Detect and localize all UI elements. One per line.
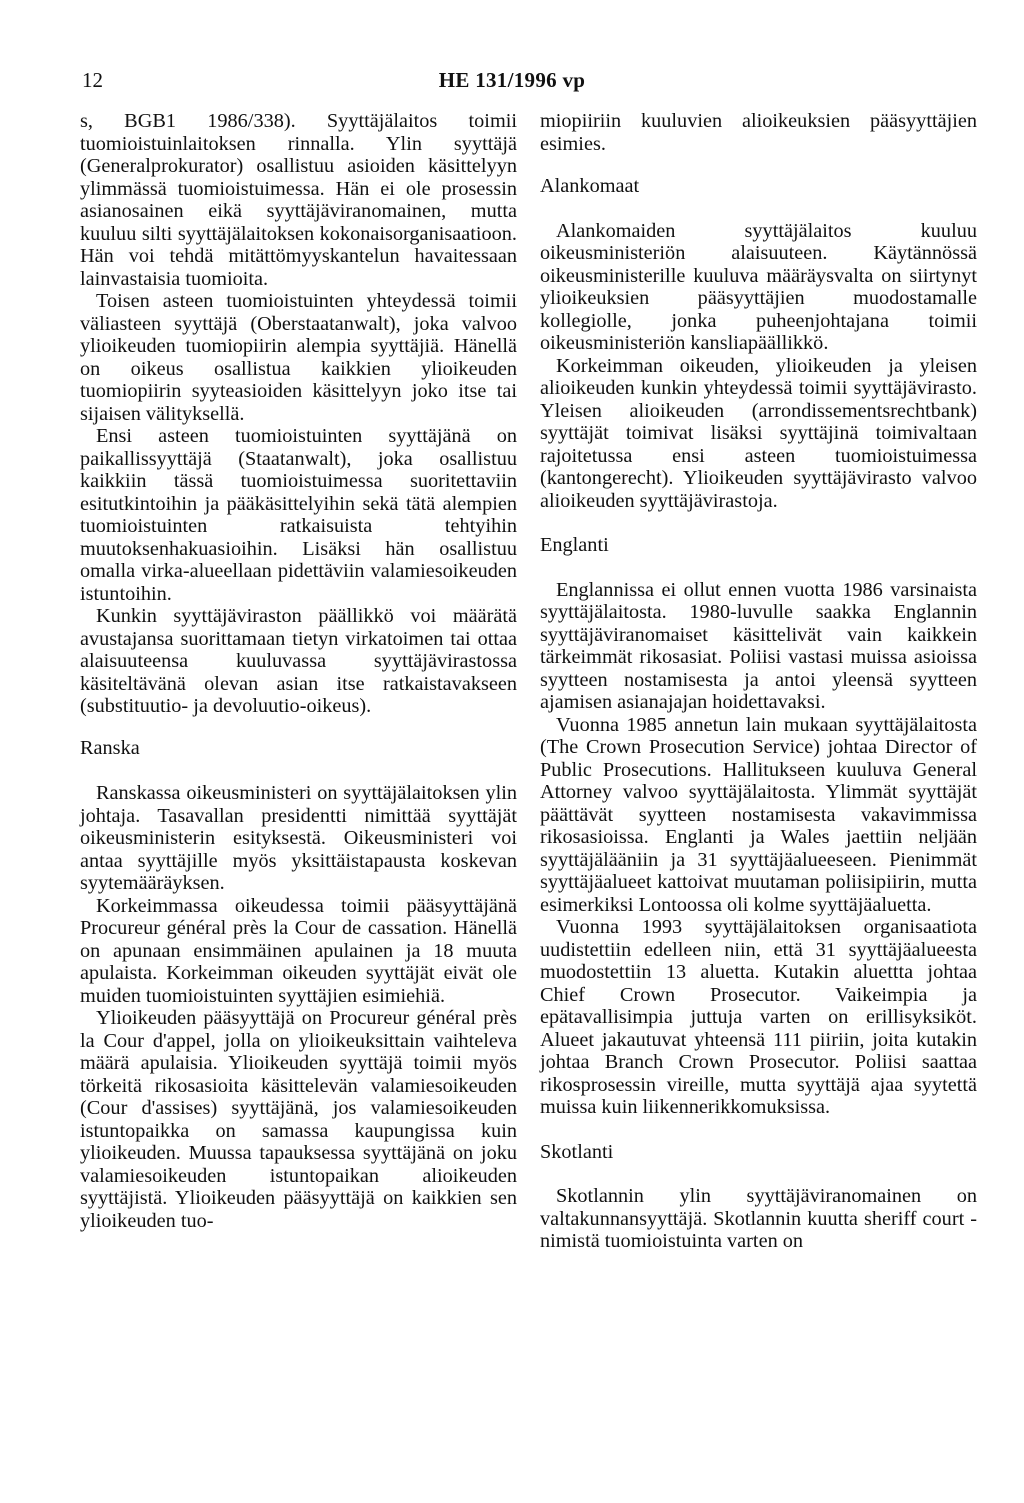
paragraph: Kunkin syyttäjäviraston päällikkö voi määrätä avustajansa suorittamaan tietyn virkatoimen tai ottaa alaisuuteensa kuuluvassa syyttäjävirastossa käsiteltävänä olevan asian itse ratkaistavakseen (substituutio- ja devoluutio-oikeus). bbox=[80, 605, 517, 717]
paragraph: Vuonna 1985 annetun lain mukaan syyttäjälaitosta (The Crown Prosecution Service) johtaa Director of Public Prosecutions. Hallitukseen kuuluva General Attorney valvoo syyttäjälaitosta. Ylimmät syyttäjät päättävät syytteen nostamisesta vakavimmissa rikosasioissa. Englanti ja Wales jaettiin neljään syyttäjälääniin ja 31 syyttäjäalueeseen. Pienimmät syyttäjäalueet kattoivat muutaman poliisipiirin, mutta esimerkiksi Lontoossa oli kolme syyttäjäaluetta. bbox=[540, 713, 977, 916]
paragraph: Korkeimman oikeuden, ylioikeuden ja yleisen alioikeuden kunkin yhteydessä toimii syyttäjävirasto. Yleisen alioikeuden (arrondissementsrechtbank) syyttäjät toimivat lisäksi syyttäjinä toimivaltaan rajoitetussa ensi asteen tuomioistuimessa (kantongerecht). Ylioikeuden syyttäjävirasto valvoo alioikeuden syyttäjävirastoja. bbox=[540, 354, 977, 512]
paragraph: Ranskassa oikeusministeri on syyttäjälaitoksen ylin johtaja. Tasavallan presidentti nimittää syyttäjät oikeusministerin esityksestä. Oikeusministeri voi antaa syyttäjille myös yksittäistapausta koskevan syytemääräyksen. bbox=[80, 782, 517, 894]
section-heading-skotlanti: Skotlanti bbox=[540, 1140, 614, 1163]
section-heading-englanti: Englanti bbox=[540, 534, 609, 556]
page-number: 12 bbox=[82, 68, 103, 92]
left-column bbox=[80, 110, 517, 1232]
section-heading-alankomaat: Alankomaat bbox=[540, 175, 640, 197]
paragraph: Korkeimmassa oikeudessa toimii pääsyyttäjänä Procureur général près la Cour de cassation. Hänellä on apunaan ensimmäinen apulainen ja 18 muuta apulaista. Korkeimman oikeuden syyttäjät eivät ole muiden tuomioistuinten syyttäjien esimiehiä. bbox=[80, 894, 517, 1007]
paragraph: s, BGB1 1986/338). Syyttäjälaitos toimii tuomioistuinlaitoksen rinnalla. Ylin syyttäjä (Generalprokurator) osallistuu asioiden käsittelyyn ylimmässä tuomioistuimessa. Hän ei ole prosessin asianosainen eikä syyttäjäviranomainen, mutta kuuluu silti syyttäjälaitoksen kokonaisorganisaatioon. Hän voi tehdä mitättömyyskantelun havaitessaan lainvastaisia tuomioita. bbox=[80, 110, 517, 290]
paragraph: Toisen asteen tuomioistuinten yhteydessä toimii väliasteen syyttäjä (Oberstaatanwalt), joka valvoo ylioikeuden tuomiopiirin alempia syyttäjiä. Hänellä on oikeus osallistua kaikkien ylioikeuden tuomiopiirin syyteasioiden käsittelyyn joko itse tai sijaisen välityksellä. bbox=[80, 290, 517, 425]
right-column bbox=[540, 110, 977, 1253]
running-header: HE 131/1996 vp bbox=[438, 68, 586, 92]
paragraph: Englannissa ei ollut ennen vuotta 1986 varsinaista syyttäjälaitosta. 1980-luvulle saakka Englannin syyttäjäviranomaiset käsittelivät vain kaikkein tärkeimmät rikosasiat. Poliisi vastasi muissa asioissa syytteen nostamisesta ja antoi yleensä syytteen ajamisen asianajajan hoidettavaksi. bbox=[540, 578, 977, 713]
paragraph: Ensi asteen tuomioistuinten syyttäjänä on paikallissyyttäjä (Staatanwalt), joka osallistuu kaikkiin tässä tuomioistuimessa suoritettaviin esitutkintoihin ja pääkäsittelyihin sekä tätä alempien tuomioistuinten ratkaisuista tehtyihin muutoksenhakuasioihin. Lisäksi hän osallistuu omalla virka-alueellaan pidettäviin valamiesoikeuden istuntoihin. bbox=[80, 425, 517, 605]
section-heading-ranska: Ranska bbox=[80, 736, 140, 759]
paragraph: Alankomaiden syyttäjälaitos kuuluu oikeusministeriön alaisuuteen. Käytännössä oikeusministerille kuuluva määräysvalta on siirtynyt ylioikeuksien pääsyyttäjien muodostamalle kollegiolle, jonka puheenjohtajana toimii oikeusministeriön kansliapäällikkö. bbox=[540, 219, 977, 354]
paragraph: Skotlannin ylin syyttäjäviranomainen on valtakunnansyyttäjä. Skotlannin kuutta sheriff court -nimistä tuomioistuinta varten on bbox=[540, 1185, 977, 1252]
paragraph: Vuonna 1993 syyttäjälaitoksen organisaatiota uudistettiin edelleen niin, että 31 syyttäjäalueesta muodostettiin 13 aluetta. Kutakin aluettta johtaa Chief Crown Prosecutor. Vaikeimpia ja epätavallisimpia juttuja varten on erillisyksiköt. Alueet jakautuvat yhteensä 111 piiriin, joita kutakin johtaa Branch Crown Prosecutor. Poliisi saattaa rikosprosessin vireille, mutta syyttäjä ajaa syytettä muissa kuin liikennerikkomuksissa. bbox=[540, 916, 977, 1118]
paragraph: Ylioikeuden pääsyyttäjä on Procureur général près la Cour d'appel, jolla on ylioikeuksittain vaihteleva määrä apulaisia. Ylioikeuden syyttäjä toimii myös törkeitä rikosasioita käsittelevän valamiesoikeuden (Cour d'assises) syyttäjänä, jos valamiesoikeuden istuntopaikka on samassa kaupungissa kuin ylioikeuden. Muussa tapauksessa syyttäjänä on joku valamiesoikeuden istuntopaikan alioikeuden syyttäjistä. Ylioikeuden pääsyyttäjä on kaikkien sen ylioikeuden tuo- bbox=[80, 1007, 517, 1232]
paragraph: miopiiriin kuuluvien alioikeuksien pääsyyttäjien esimies. bbox=[540, 110, 977, 155]
